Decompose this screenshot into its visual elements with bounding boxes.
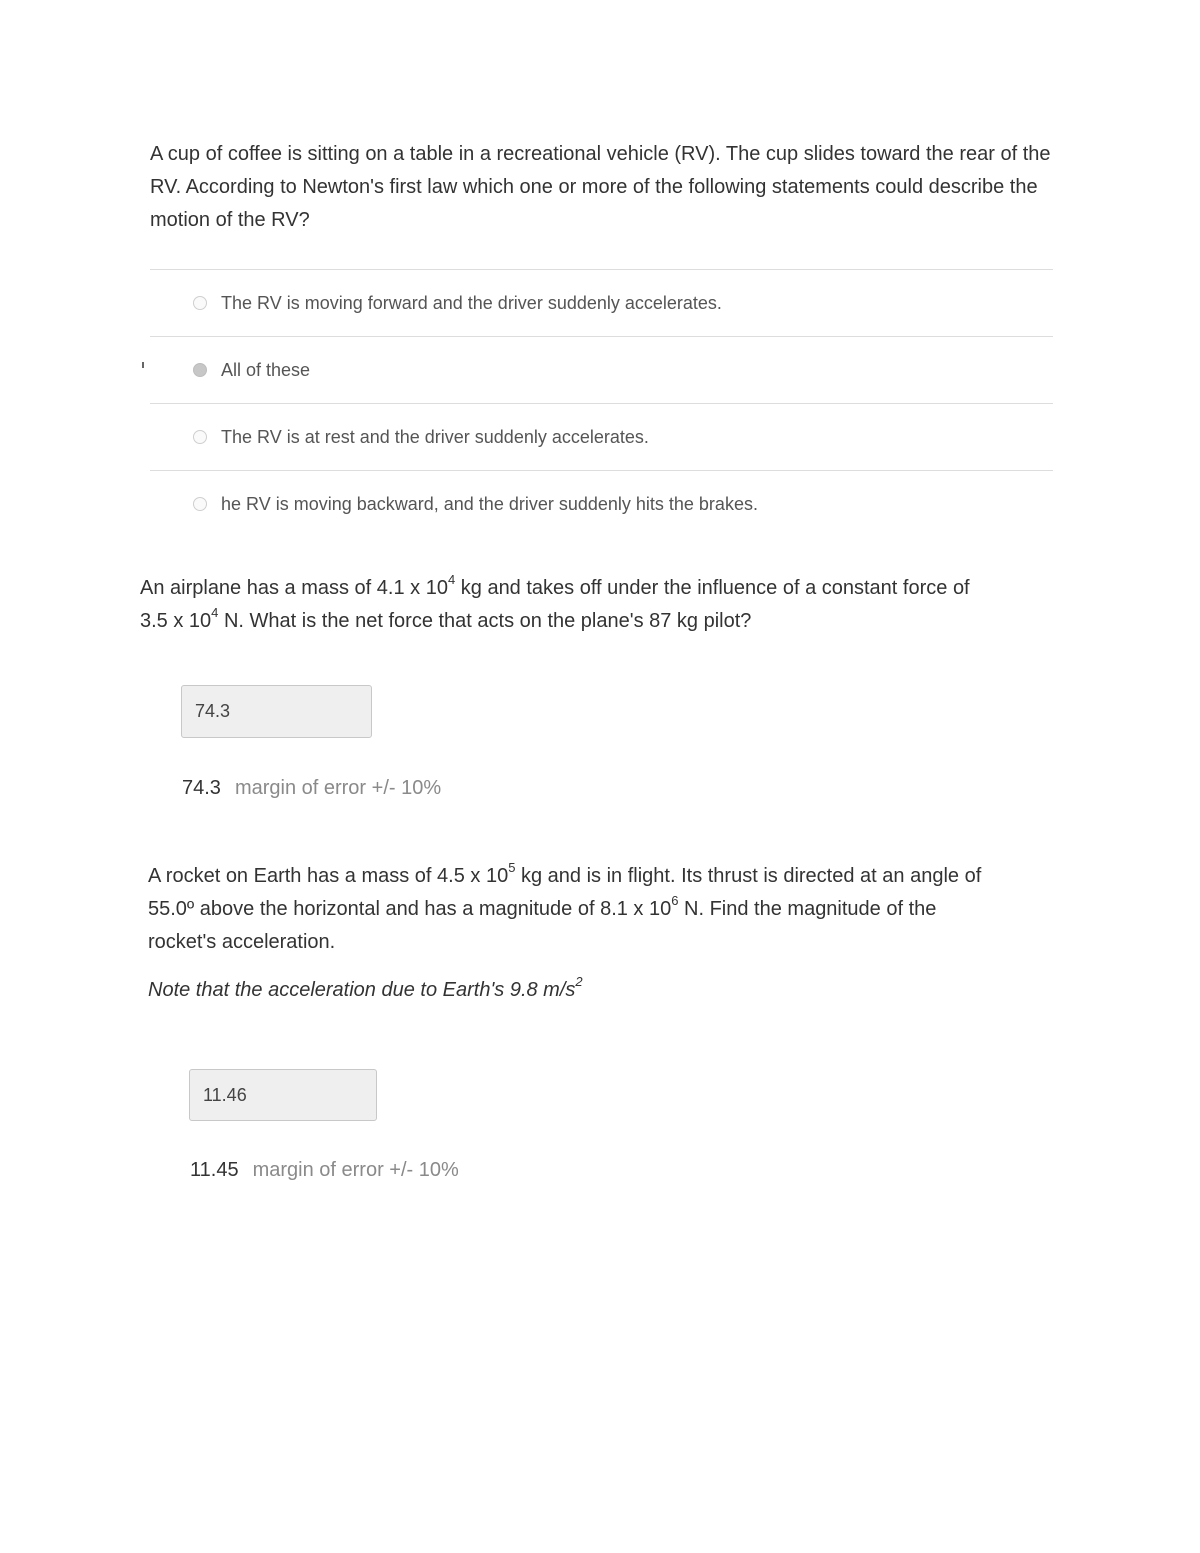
question-2-line-2: 3.5 x $10^4$ N. What is the net force that acts on the plane's 87 kg pilot?: [140, 605, 752, 632]
margin-of-error: margin of error +/- 10%: [234, 777, 442, 799]
answer-option-3[interactable]: [150, 403, 1053, 470]
answer-label: All of these: [221, 359, 311, 380]
selected-answer-marker: [142, 362, 144, 368]
answer-option-2[interactable]: [150, 336, 1053, 403]
question-3-answer-input[interactable]: 11.46: [189, 1069, 377, 1121]
answer-label: he RV is moving backward, and the driver suddenly hits the brakes.: [221, 493, 758, 514]
question-2-answer-input[interactable]: 74.3: [181, 685, 372, 738]
radio-button-selected-icon[interactable]: [193, 363, 207, 377]
question-3-note: Note that the acceleration due to Earth's 9.8 $m/s^2$: [148, 974, 583, 1001]
radio-button-icon[interactable]: [193, 430, 207, 444]
correct-value: 74.3: [182, 777, 221, 799]
answer-label: The RV is at rest and the driver suddenly accelerates.: [221, 426, 649, 447]
question-2-line-1: An airplane has a mass of 4.1 x $10^4$ kg and takes off under the influence of a constant force of: [140, 572, 970, 599]
question-3-line-1: A rocket on Earth has a mass of 4.5 x $10^5$ kg and is in flight. Its thrust is directed at an angle of: [148, 860, 982, 887]
answer-option-1[interactable]: [150, 269, 1053, 336]
correct-value: 11.45: [190, 1159, 239, 1181]
answer-label: The RV is moving forward and the driver suddenly accelerates.: [221, 292, 722, 313]
margin-of-error: margin of error +/- 10%: [252, 1159, 459, 1181]
question-3-text: [148, 860, 1078, 959]
question-2-correct-answer: [182, 777, 441, 800]
question-3-line-2: 55.0º above the horizontal and has a magnitude of 8.1 x $10^6$ N. Find the magnitude of the: [148, 893, 937, 920]
answer-option-4[interactable]: [150, 470, 1053, 537]
question-3-correct-answer: [190, 1159, 459, 1182]
question-3-line-3: rocket's acceleration.: [148, 931, 336, 953]
radio-button-icon[interactable]: [193, 497, 207, 511]
question-1-text: A cup of coffee is sitting on a table in a recreational vehicle (RV). The cup slides toward the rear of the RV. According to Newton's first law which one or more of the following statements could describe the motion of the RV?: [150, 143, 1051, 231]
question-2-text: [140, 572, 1070, 638]
radio-button-icon[interactable]: [193, 296, 207, 310]
question-1-answers: [150, 269, 1053, 537]
